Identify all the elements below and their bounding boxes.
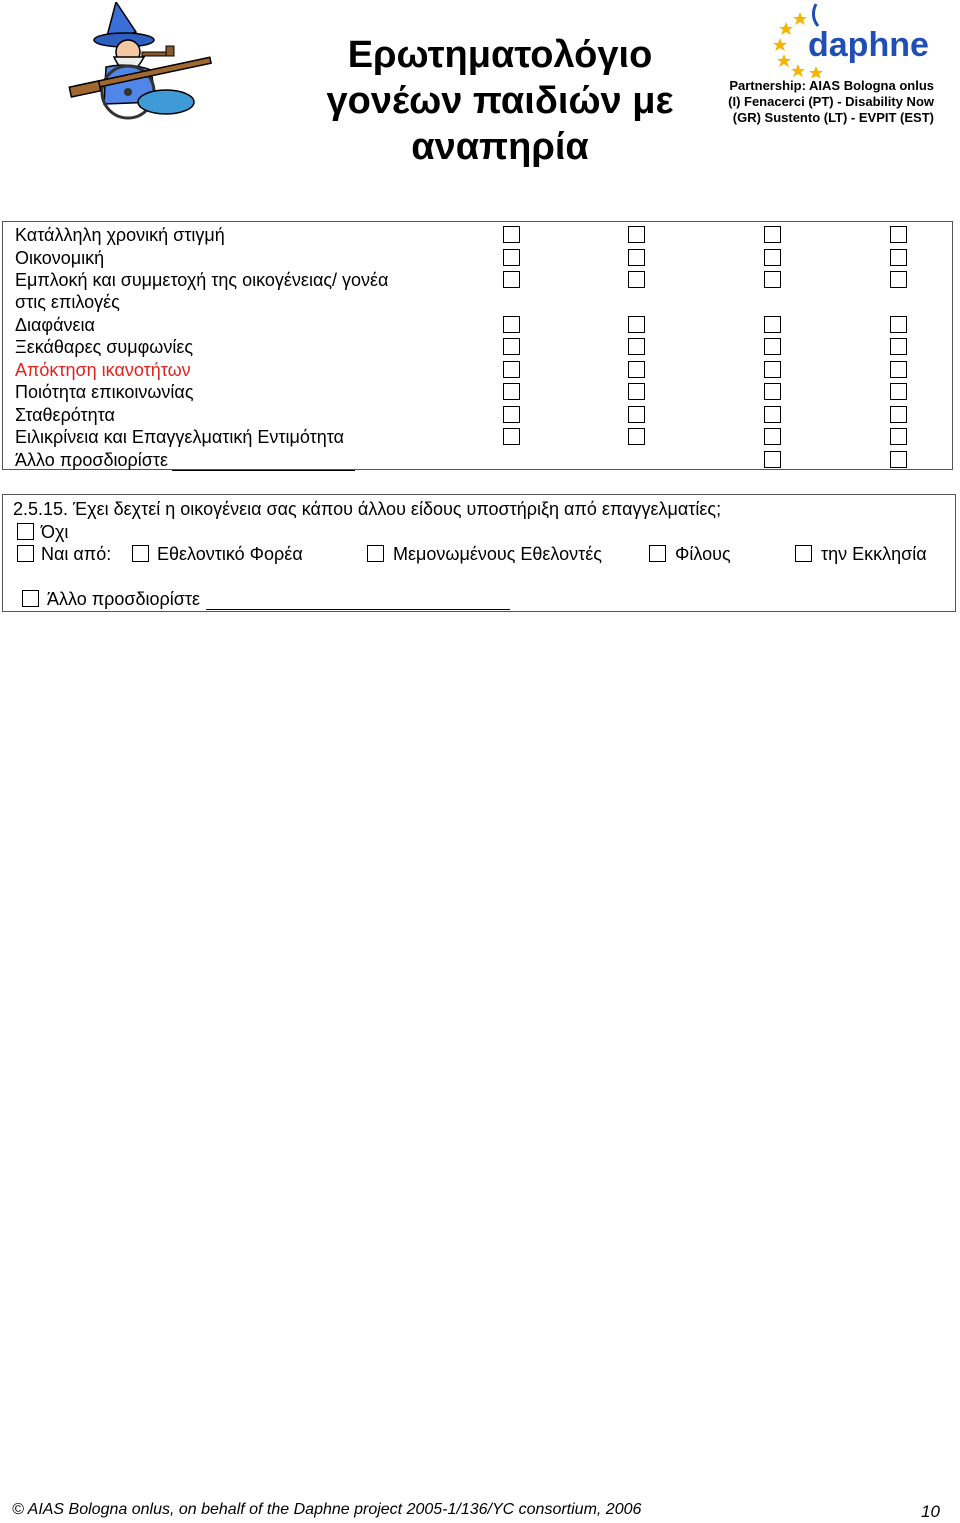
criterion-label: Διαφάνεια xyxy=(15,315,95,335)
rating-checkbox[interactable] xyxy=(503,361,520,378)
page-number: 10 xyxy=(921,1502,940,1521)
rating-checkbox[interactable] xyxy=(503,428,520,445)
rating-checkbox[interactable] xyxy=(628,249,645,266)
option-checkbox[interactable] xyxy=(132,545,149,562)
other-checkbox[interactable] xyxy=(22,590,39,607)
rating-checkbox[interactable] xyxy=(764,249,781,266)
option-checkbox[interactable] xyxy=(367,545,384,562)
title-line: αναπηρία xyxy=(411,126,589,168)
rating-checkbox[interactable] xyxy=(890,316,907,333)
wizard-logo xyxy=(66,2,216,122)
criterion-label: Ποιότητα επικοινωνίας xyxy=(15,382,194,402)
rating-checkbox[interactable] xyxy=(503,316,520,333)
title-line: γονέων παιδιών με xyxy=(326,80,674,122)
rating-checkbox[interactable] xyxy=(764,428,781,445)
rating-checkbox[interactable] xyxy=(890,271,907,288)
title-line: Ερωτηματολόγιο xyxy=(347,34,653,76)
rating-checkbox[interactable] xyxy=(890,361,907,378)
criterion-label: Οικονομική xyxy=(15,248,105,268)
rating-checkbox[interactable] xyxy=(764,383,781,400)
rating-checkbox[interactable] xyxy=(628,338,645,355)
rating-checkbox[interactable] xyxy=(628,406,645,423)
rating-checkbox[interactable] xyxy=(503,271,520,288)
yes-label: Ναι από: xyxy=(41,544,112,564)
no-label: Όχι xyxy=(41,522,69,542)
question-text: 2.5.15. Έχει δεχτεί η οικογένεια σας κάπου άλλου είδους υποστήριξη από επαγγελματίες; xyxy=(13,499,722,519)
other-label: Άλλο προσδιορίστε xyxy=(47,589,201,609)
rating-checkbox[interactable] xyxy=(764,316,781,333)
rating-checkbox[interactable] xyxy=(503,406,520,423)
rating-checkbox[interactable] xyxy=(764,451,781,468)
rating-checkbox[interactable] xyxy=(628,271,645,288)
rating-checkbox[interactable] xyxy=(628,361,645,378)
rating-checkbox[interactable] xyxy=(890,383,907,400)
rating-checkbox[interactable] xyxy=(890,338,907,355)
rating-checkbox[interactable] xyxy=(890,406,907,423)
yes-checkbox[interactable] xyxy=(17,545,34,562)
criterion-label: Σταθερότητα xyxy=(15,405,115,425)
rating-checkbox[interactable] xyxy=(628,226,645,243)
option-checkbox[interactable] xyxy=(649,545,666,562)
footer-copyright: © AIAS Bologna onlus, on behalf of the Daphne project 2005-1/136/YC consortium, 2006 xyxy=(12,1501,642,1518)
no-checkbox[interactable] xyxy=(17,523,34,540)
rating-checkbox[interactable] xyxy=(890,428,907,445)
criterion-label: Εμπλοκή και συμμετοχή της οικογένειας/ γονέα xyxy=(15,270,389,290)
rating-checkbox[interactable] xyxy=(628,428,645,445)
criterion-label: Απόκτηση ικανοτήτων xyxy=(15,360,191,380)
rating-checkbox[interactable] xyxy=(890,249,907,266)
option-label: την Εκκλησία xyxy=(821,544,927,564)
rating-checkbox[interactable] xyxy=(628,316,645,333)
criterion-label: Ξεκάθαρες συμφωνίες xyxy=(15,337,194,357)
daphne-logo-text: daphne xyxy=(808,26,929,64)
rating-checkbox[interactable] xyxy=(628,383,645,400)
rating-checkbox[interactable] xyxy=(764,338,781,355)
daphne-logo xyxy=(770,2,940,78)
page-title xyxy=(300,32,700,170)
criterion-other xyxy=(15,449,355,471)
rating-checkbox[interactable] xyxy=(503,226,520,243)
other-row xyxy=(47,588,510,610)
other-underline[interactable] xyxy=(206,591,510,610)
rating-checkbox[interactable] xyxy=(764,226,781,243)
rating-checkbox[interactable] xyxy=(503,249,520,266)
rating-checkbox[interactable] xyxy=(764,361,781,378)
criterion-label: Κατάλληλη χρονική στιγμή xyxy=(15,225,225,245)
criterion-label: Άλλο προσδιορίστε xyxy=(15,450,169,470)
rating-checkbox[interactable] xyxy=(890,451,907,468)
rating-checkbox[interactable] xyxy=(503,338,520,355)
other-underline[interactable] xyxy=(172,452,355,471)
question-box xyxy=(2,494,956,612)
option-label: Μεμονωμένους Εθελοντές xyxy=(393,544,602,564)
rating-checkbox[interactable] xyxy=(764,406,781,423)
criterion-label: Ειλικρίνεια και Επαγγελματική Εντιμότητα xyxy=(15,427,344,447)
rating-checkbox[interactable] xyxy=(503,383,520,400)
rating-checkbox[interactable] xyxy=(764,271,781,288)
option-label: Εθελοντικό Φορέα xyxy=(157,544,303,564)
partnership-text: Partnership: AIAS Bologna onlus (I) Fenacerci (PT) - Disability Now (GR) Sustento (LT) - EVPIT (EST) xyxy=(728,78,934,125)
option-label: Φίλους xyxy=(675,544,731,564)
option-checkbox[interactable] xyxy=(795,545,812,562)
rating-checkbox[interactable] xyxy=(890,226,907,243)
criteria-table xyxy=(2,221,953,470)
criterion-label: στις επιλογές xyxy=(15,292,120,312)
